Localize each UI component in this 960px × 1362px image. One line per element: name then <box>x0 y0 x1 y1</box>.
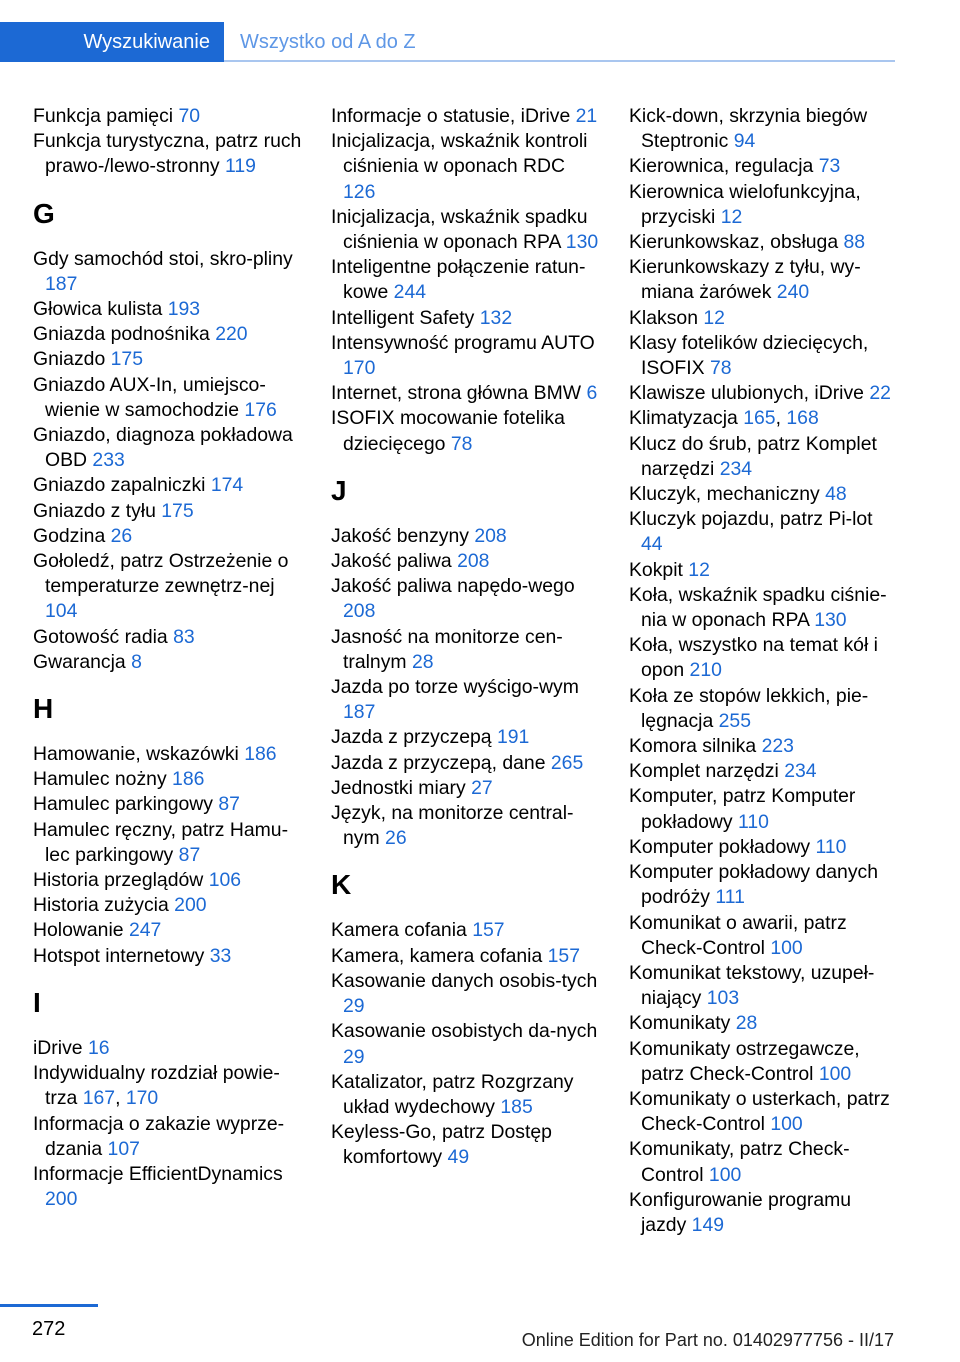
page-link[interactable]: 186 <box>244 743 277 766</box>
page-link[interactable]: 130 <box>565 231 599 254</box>
page-link[interactable]: 130 <box>814 609 847 632</box>
index-entry <box>629 154 895 179</box>
index-entry <box>629 759 895 784</box>
index-entry-text: Hamowanie, wskazówki <box>33 743 239 766</box>
index-entry-text: Kamera, kamera cofania <box>331 944 543 967</box>
header-bar <box>0 22 895 62</box>
index-entry-text: Informacje o statusie, iDrive <box>331 105 571 127</box>
footer-accent-line <box>0 1304 98 1307</box>
index-entry-text: Koła, wszystko na temat kół i opon <box>629 634 878 682</box>
index-entry <box>33 767 303 792</box>
index-entry <box>629 230 895 255</box>
page-link[interactable]: 157 <box>472 919 505 942</box>
index-entry-text: Kierunkowskazy z tyłu, wy-miana żarówek <box>629 256 861 304</box>
page-link[interactable]: 167 <box>82 1087 116 1110</box>
index-entry-text: Komunikaty <box>629 1012 731 1035</box>
page-link[interactable]: 170 <box>125 1087 159 1110</box>
page-link[interactable]: 28 <box>411 650 434 673</box>
page-link[interactable]: 186 <box>172 768 205 791</box>
index-entry <box>331 625 601 675</box>
index-entry-text: Komunikaty o usterkach, patrz Check-Control <box>629 1087 890 1136</box>
page-link[interactable]: 73 <box>818 155 841 178</box>
index-entry-text: Intelligent Safety <box>331 306 475 329</box>
page-link[interactable]: 21 <box>575 105 598 127</box>
page-link[interactable]: 165 <box>743 407 776 430</box>
page-link[interactable]: 44 <box>641 533 663 556</box>
index-entry <box>33 524 303 549</box>
index-entry-text: Komunikat o awarii, patrz Check-Control <box>629 911 847 959</box>
index-entry-text: Komora silnika <box>629 735 757 758</box>
index-entry: Indywidualny rozdział powie-trza 167, 170 <box>33 1062 280 1110</box>
index-entry <box>33 347 303 372</box>
page-link[interactable]: 49 <box>447 1146 470 1169</box>
index-entry <box>33 322 303 347</box>
index-entry <box>331 969 601 1019</box>
index-entry-text: Historia zużycia <box>33 894 169 917</box>
page-link[interactable]: 168 <box>786 407 819 430</box>
header-divider <box>224 60 895 62</box>
index-entry <box>33 473 303 498</box>
index-entry <box>33 650 303 675</box>
index-letter-heading: H <box>33 693 54 725</box>
index-entry <box>33 742 303 767</box>
index-entry <box>629 255 895 305</box>
index-entry <box>331 381 601 406</box>
index-entry <box>629 1137 895 1187</box>
index-entry-text: Indywidualny rozdział powie-trza <box>33 1062 280 1110</box>
index-entry-text: Jednostki miary <box>331 776 466 799</box>
index-entry <box>33 423 303 473</box>
index-entry-text: Gwarancja <box>33 650 126 673</box>
index-entry <box>629 1011 895 1036</box>
page-link[interactable]: 244 <box>393 281 427 304</box>
index-entry-text: Gotowość radia <box>33 625 168 648</box>
index-entry-text: Informacje EfficientDynamics <box>33 1162 283 1185</box>
index-entry-text: Jazda po torze wyścigo-wym <box>331 676 579 699</box>
index-entry-text: Kasowanie danych osobis-tych <box>331 969 598 992</box>
page-link[interactable]: 220 <box>215 323 248 346</box>
index-entry <box>629 734 895 759</box>
page-link[interactable]: 157 <box>547 944 580 967</box>
index-entry <box>331 331 601 381</box>
index-entry-text: Gołoledź, patrz Ostrzeżenie o temperaturze zewnętrz-nej <box>33 550 289 598</box>
index-letter-heading: I <box>33 986 41 1018</box>
index-entry <box>331 574 601 624</box>
page-link[interactable]: 88 <box>843 231 866 254</box>
index-entry-text: Kamera cofania <box>331 919 467 942</box>
page-link[interactable]: 29 <box>343 1045 365 1068</box>
index-entry <box>33 1162 303 1212</box>
page-link[interactable]: 208 <box>457 550 490 573</box>
page-link[interactable]: 176 <box>244 398 277 421</box>
page-link[interactable]: 132 <box>479 306 513 329</box>
index-entry-text: Jakość paliwa <box>331 550 452 573</box>
index-entry-text: Kasowanie osobistych da-nych <box>331 1020 598 1043</box>
index-entry-text: Jakość benzyny <box>331 524 469 547</box>
index-entry-text: Inteligentne połączenie ratun-kowe <box>331 256 586 304</box>
index-entry-text: Informacja o zakazie wyprze-dzania <box>33 1112 285 1160</box>
page-link[interactable]: 233 <box>92 449 125 472</box>
index-entry-text: Jazda z przyczepą, dane <box>331 751 546 774</box>
index-entry-text: Intensywność programu AUTO <box>331 331 595 354</box>
page-link[interactable]: 87 <box>178 843 201 866</box>
index-entry-text: Komunikaty ostrzegawcze, patrz Check-Control <box>629 1037 860 1085</box>
page-link[interactable]: 126 <box>343 180 376 203</box>
index-entry-text: Internet, strona główna BMW <box>331 382 582 405</box>
index-entry <box>629 583 895 633</box>
index-entry <box>331 1070 601 1120</box>
index-letter-heading: K <box>331 869 352 901</box>
index-entry: Klimatyzacja 165, 168 <box>629 407 819 430</box>
index-entry <box>331 751 601 776</box>
page-link[interactable]: 33 <box>209 944 232 967</box>
index-entry-text: Kierownica, regulacja <box>629 155 814 178</box>
index-entry <box>33 944 303 969</box>
index-entry-text: Gdy samochód stoi, skro-pliny <box>33 247 293 270</box>
index-entry <box>629 432 895 482</box>
index-entry-text: Komunikaty, patrz Check-Control <box>629 1138 850 1186</box>
index-entry <box>331 675 601 725</box>
index-entry-text: Hamulec nożny <box>33 768 167 791</box>
index-entry-text: Kick-down, skrzynia biegów Steptronic <box>629 105 868 153</box>
index-entry-text: Klucz do śrub, patrz Komplet narzędzi <box>629 432 877 480</box>
index-entry <box>33 1036 303 1061</box>
index-entry-text: Gniazda podnośnika <box>33 323 210 346</box>
index-entry-text: Kierunkowskaz, obsługa <box>629 231 839 254</box>
index-entry-text: Jazda z przyczepą <box>331 726 492 749</box>
index-entry-text: Klimatyzacja <box>629 407 738 430</box>
index-entry-text: Komputer, patrz Komputer pokładowy <box>629 785 856 833</box>
page-link[interactable]: 110 <box>738 810 769 833</box>
index-entry <box>331 776 601 801</box>
index-entry-text: Kokpit <box>629 558 683 581</box>
index-entry <box>33 1112 303 1162</box>
index-entry <box>331 944 601 969</box>
page-number: 272 <box>32 1318 66 1340</box>
index-entry <box>33 868 303 893</box>
index-entry-text: Komputer pokładowy danych podróży <box>629 861 878 909</box>
page-link[interactable]: 170 <box>343 357 376 380</box>
index-entry-text: Gniazdo AUX-In, umiejsco-wienie w samochodzie <box>33 373 266 421</box>
index-entry <box>331 549 601 574</box>
index-entry-text: Funkcja pamięci <box>33 105 174 127</box>
page-link[interactable]: 12 <box>720 205 743 228</box>
index-entry <box>33 104 303 129</box>
index-entry <box>33 625 303 650</box>
index-entry-text: Komputer pokładowy <box>629 835 811 858</box>
index-entry <box>331 205 601 255</box>
index-entry <box>33 373 303 423</box>
index-entry <box>33 297 303 322</box>
page-link[interactable]: 191 <box>496 726 530 749</box>
index-entry-text: Gniazdo z tyłu <box>33 499 156 522</box>
page-link[interactable]: 174 <box>210 474 244 497</box>
index-entry-text: Inicjalizacja, wskaźnik kontroli ciśnienia w oponach RDC <box>331 130 588 178</box>
index-entry-text: Komplet narzędzi <box>629 760 779 783</box>
page-link[interactable]: 234 <box>719 457 753 480</box>
page-link[interactable]: 200 <box>174 894 207 917</box>
index-entry-text: Głowica kulista <box>33 298 163 321</box>
page-link[interactable]: 83 <box>173 625 195 648</box>
index-entry <box>331 801 601 851</box>
tab-search[interactable]: Wyszukiwanie <box>0 22 224 62</box>
page-link[interactable]: 149 <box>691 1213 725 1236</box>
index-entry <box>629 482 895 507</box>
page-link[interactable]: 185 <box>500 1095 533 1118</box>
index-entry <box>33 499 303 524</box>
page-link[interactable]: 175 <box>161 499 194 522</box>
page-link[interactable]: 26 <box>110 524 133 547</box>
index-entry <box>33 792 303 817</box>
page-link[interactable]: 16 <box>87 1036 110 1059</box>
page-link[interactable]: 234 <box>784 760 817 783</box>
index-entry-text: Kluczyk pojazdu, patrz Pi-lot <box>629 508 873 531</box>
index-entry-text: iDrive <box>33 1036 83 1059</box>
page-link[interactable]: 200 <box>45 1188 78 1211</box>
page-link[interactable]: 100 <box>770 1113 803 1136</box>
index-entry <box>629 1037 895 1087</box>
index-entry-text: Inicjalizacja, wskaźnik spadku ciśnienia w oponach RPA <box>331 205 588 254</box>
index-entry <box>629 684 895 734</box>
index-entry-text: Gniazdo <box>33 348 106 371</box>
index-entry <box>331 406 601 456</box>
index-entry <box>331 129 601 205</box>
page-link[interactable]: 107 <box>107 1137 140 1160</box>
index-entry <box>629 860 895 910</box>
index-entry <box>33 818 303 868</box>
page-link[interactable]: 223 <box>761 735 794 758</box>
index-entry <box>629 1087 895 1137</box>
index-entry <box>629 961 895 1011</box>
page-link[interactable]: 28 <box>735 1012 758 1035</box>
tab-a-to-z[interactable]: Wszystko od A do Z <box>240 31 416 53</box>
index-entry-text: Gniazdo zapalniczki <box>33 474 206 497</box>
page-link[interactable]: 208 <box>474 524 507 547</box>
page-link[interactable]: 78 <box>450 432 473 455</box>
page-link[interactable]: 175 <box>110 348 143 371</box>
page-link[interactable]: 193 <box>167 298 201 321</box>
page-link[interactable]: 27 <box>471 776 493 799</box>
page-link[interactable]: 111 <box>715 886 745 909</box>
index-entry <box>629 331 895 381</box>
page-link[interactable]: 22 <box>869 382 891 405</box>
page-link[interactable]: 187 <box>343 701 376 724</box>
page-link[interactable]: 240 <box>776 281 810 304</box>
page-link[interactable]: 12 <box>688 558 710 581</box>
index-entry-text: Funkcja turystyczna, patrz ruch prawo-/lewo-stronny <box>33 130 302 178</box>
index-entry-text: Katalizator, patrz Rozgrzany układ wydechowy <box>331 1070 574 1118</box>
page-link[interactable]: 119 <box>224 155 256 178</box>
index-entry <box>33 129 303 179</box>
page-link[interactable]: 94 <box>733 130 756 153</box>
index-entry <box>33 247 303 297</box>
index-entry-text: Hotspot internetowy <box>33 944 205 967</box>
page-link[interactable]: 8 <box>131 650 142 673</box>
page-link[interactable]: 100 <box>818 1062 852 1085</box>
index-entry <box>629 180 895 230</box>
index-entry-text: Koła ze stopów lekkich, pie-lęgnacja <box>629 684 869 732</box>
page-link[interactable]: 187 <box>45 272 78 295</box>
page-link[interactable]: 100 <box>708 1163 742 1186</box>
index-entry-text: Klakson <box>629 306 698 329</box>
index-entry <box>629 306 895 331</box>
index-entry-text: Kierownica wielofunkcyjna, przyciski <box>629 180 861 228</box>
index-entry-text: Godzina <box>33 524 106 547</box>
index-entry-text: Historia przeglądów <box>33 869 204 892</box>
index-entry <box>629 381 895 406</box>
index-entry <box>33 918 303 943</box>
page-link[interactable]: 208 <box>343 600 376 623</box>
index-entry-text: Hamulec ręczny, patrz Hamu-lec parkingowy <box>33 818 289 866</box>
index-letter-heading: J <box>331 474 347 506</box>
index-entry <box>331 1019 601 1069</box>
index-entry <box>33 549 303 625</box>
edition-note: Online Edition for Part no. 01402977756 - II/17 <box>521 1330 894 1350</box>
index-entry <box>629 558 895 583</box>
page-link[interactable]: 48 <box>825 483 847 506</box>
index-entry <box>629 633 895 683</box>
index-entry <box>331 524 601 549</box>
index-entry <box>629 835 895 860</box>
index-entry <box>629 784 895 834</box>
index-entry-text: Koła, wskaźnik spadku ciśnie-nia w oponach RPA <box>629 583 887 632</box>
index-entry-text: Klawisze ulubionych, iDrive <box>629 382 864 405</box>
index-entry-text: Hamulec parkingowy <box>33 793 213 816</box>
page-link[interactable]: 78 <box>709 357 732 380</box>
index-entry <box>629 1188 895 1238</box>
index-entry <box>331 306 601 331</box>
index-column-1 <box>33 104 303 1212</box>
page-link[interactable]: 12 <box>703 306 725 329</box>
index-entry-text: Komunikat tekstowy, uzupeł-niający <box>629 961 875 1010</box>
index-entry <box>629 507 895 557</box>
index-letter-heading: G <box>33 197 55 229</box>
page-link[interactable]: 6 <box>586 382 598 405</box>
page-link[interactable]: 26 <box>385 827 407 850</box>
index-entry-text: Klasy fotelików dziecięcych, ISOFIX <box>629 331 869 380</box>
index-entry <box>331 104 601 129</box>
index-entry-text: Jakość paliwa napędo-wego <box>331 575 575 598</box>
index-entry <box>629 911 895 961</box>
index-entry-text: Keyless-Go, patrz Dostęp komfortowy <box>331 1121 552 1169</box>
index-entry-text: Jasność na monitorze cen-tralnym <box>331 625 563 673</box>
index-entry <box>331 255 601 305</box>
page-link[interactable]: 265 <box>550 751 584 774</box>
index-entry-text: Gniazdo, diagnoza pokładowa OBD <box>33 424 293 472</box>
index-entry-text: Język, na monitorze central-nym <box>331 802 574 850</box>
page-link[interactable]: 110 <box>815 835 847 858</box>
index-entry <box>331 1120 601 1170</box>
index-entry-text: Konfigurowanie programu jazdy <box>629 1188 852 1236</box>
page-link[interactable]: 29 <box>343 995 365 1018</box>
index-column-3 <box>629 104 895 1238</box>
index-entry-text: ISOFIX mocowanie fotelika dziecięcego <box>331 407 565 455</box>
index-entry <box>331 725 601 750</box>
page-link[interactable]: 106 <box>208 869 242 892</box>
page-link[interactable]: 247 <box>128 919 162 942</box>
index-column-2 <box>331 104 601 1171</box>
page-link[interactable]: 104 <box>45 600 78 623</box>
page-link[interactable]: 210 <box>689 659 722 682</box>
index-entry <box>33 893 303 918</box>
page-link[interactable]: 103 <box>706 987 740 1010</box>
index-entry-text: Kluczyk, mechaniczny <box>629 483 820 506</box>
index-entry <box>331 918 601 943</box>
page-link[interactable]: 87 <box>218 793 240 816</box>
index-entry <box>629 104 895 154</box>
index-entry-text: Holowanie <box>33 919 124 942</box>
page-link[interactable]: 100 <box>770 936 803 959</box>
page-link[interactable]: 70 <box>178 105 201 127</box>
page-link[interactable]: 255 <box>718 709 751 732</box>
